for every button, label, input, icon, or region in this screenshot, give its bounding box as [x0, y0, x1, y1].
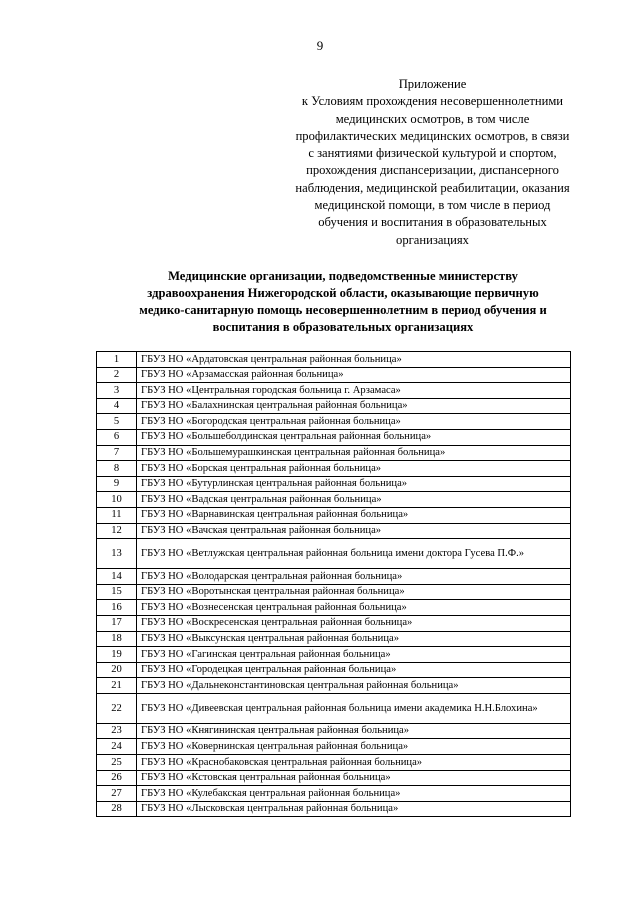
row-number: 26 — [97, 770, 137, 786]
organization-name: ГБУЗ НО «Балахнинская центральная районная больница» — [137, 398, 571, 414]
organization-name: ГБУЗ НО «Арзамасская районная больница» — [137, 367, 571, 383]
row-number: 22 — [97, 693, 137, 723]
table-row — [97, 755, 571, 771]
organization-name: ГБУЗ НО «Гагинская центральная районная больница» — [137, 647, 571, 663]
organization-name: ГБУЗ НО «Воскресенская центральная районная больница» — [137, 615, 571, 631]
row-number: 2 — [97, 367, 137, 383]
row-number: 18 — [97, 631, 137, 647]
title-line: здравоохранения Нижегородской области, оказывающие первичную — [147, 286, 539, 300]
organization-name: ГБУЗ НО «Ардатовская центральная районная больница» — [137, 352, 571, 368]
appendix-line: медицинских осмотров, в том числе — [335, 111, 530, 126]
document-title — [88, 268, 598, 336]
row-number: 25 — [97, 755, 137, 771]
appendix-line: организациях — [396, 232, 469, 247]
table-row — [97, 429, 571, 445]
table-row — [97, 615, 571, 631]
page-number: 9 — [316, 38, 324, 53]
row-number: 16 — [97, 600, 137, 616]
table-row — [97, 693, 571, 723]
table-row — [97, 600, 571, 616]
appendix-line: профилактических медицинских осмотров, в связи — [295, 128, 570, 143]
table-row — [97, 476, 571, 492]
row-number: 19 — [97, 647, 137, 663]
organization-name: ГБУЗ НО «Ковернинская центральная районная больница» — [137, 739, 571, 755]
table-row — [97, 539, 571, 569]
row-number: 24 — [97, 739, 137, 755]
row-number: 7 — [97, 445, 137, 461]
table-row — [97, 584, 571, 600]
table-row — [97, 631, 571, 647]
organization-name: ГБУЗ НО «Городецкая центральная районная больница» — [137, 662, 571, 678]
appendix-line: прохождения диспансеризации, диспансерного — [306, 163, 559, 178]
organization-name: ГБУЗ НО «Кстовская центральная районная больница» — [137, 770, 571, 786]
title-line: Медицинские организации, подведомственные министерству — [168, 269, 518, 283]
organization-name: ГБУЗ НО «Воротынская центральная районная больница» — [137, 584, 571, 600]
table-row — [97, 367, 571, 383]
table-row — [97, 662, 571, 678]
organization-name: ГБУЗ НО «Краснобаковская центральная районная больница» — [137, 755, 571, 771]
appendix-line: Приложение — [398, 77, 467, 91]
organization-name: ГБУЗ НО «Вознесенская центральная районная больница» — [137, 600, 571, 616]
row-number: 1 — [97, 352, 137, 368]
row-number: 27 — [97, 786, 137, 802]
organization-name: ГБУЗ НО «Борская центральная районная больница» — [137, 461, 571, 477]
table-row — [97, 383, 571, 399]
row-number: 17 — [97, 615, 137, 631]
table-row — [97, 507, 571, 523]
organization-name: ГБУЗ НО «Дальнеконстантиновская центральная районная больница» — [137, 678, 571, 694]
row-number: 21 — [97, 678, 137, 694]
appendix-line: с занятиями физической культурой и спортом, — [308, 146, 557, 161]
row-number: 28 — [97, 801, 137, 817]
row-number: 20 — [97, 662, 137, 678]
organization-name: ГБУЗ НО «Вачская центральная районная больница» — [137, 523, 571, 539]
organization-name: ГБУЗ НО «Выксунская центральная районная больница» — [137, 631, 571, 647]
table-row — [97, 678, 571, 694]
row-number: 8 — [97, 461, 137, 477]
organization-name: ГБУЗ НО «Большеболдинская центральная районная больница» — [137, 429, 571, 445]
row-number: 13 — [97, 539, 137, 569]
row-number: 12 — [97, 523, 137, 539]
organization-name: ГБУЗ НО «Вадская центральная районная больница» — [137, 492, 571, 508]
table-row — [97, 398, 571, 414]
table-row — [97, 352, 571, 368]
row-number: 6 — [97, 429, 137, 445]
table-row — [97, 523, 571, 539]
organization-name: ГБУЗ НО «Кулебакская центральная районная больница» — [137, 786, 571, 802]
row-number: 3 — [97, 383, 137, 399]
table-row — [97, 492, 571, 508]
organization-name: ГБУЗ НО «Дивеевская центральная районная больница имени академика Н.Н.Блохина» — [137, 693, 571, 723]
title-line: воспитания в образовательных организациях — [212, 320, 474, 334]
organization-name: ГБУЗ НО «Богородская центральная районная больница» — [137, 414, 571, 430]
appendix-header — [255, 76, 610, 249]
row-number: 14 — [97, 569, 137, 585]
table-row — [97, 801, 571, 817]
appendix-line: наблюдения, медицинской реабилитации, оказания — [295, 180, 570, 195]
row-number: 10 — [97, 492, 137, 508]
row-number: 9 — [97, 476, 137, 492]
table-row — [97, 723, 571, 739]
organization-name: ГБУЗ НО «Княгининская центральная районная больница» — [137, 723, 571, 739]
table-row — [97, 786, 571, 802]
table-row — [97, 445, 571, 461]
title-line: медико-санитарную помощь несовершеннолетним в период обучения и — [139, 303, 547, 317]
organization-name: ГБУЗ НО «Лысковская центральная районная больница» — [137, 801, 571, 817]
row-number: 15 — [97, 584, 137, 600]
table-row — [97, 461, 571, 477]
table-row — [97, 739, 571, 755]
table-row — [97, 569, 571, 585]
organization-name: ГБУЗ НО «Большемурашкинская центральная районная больница» — [137, 445, 571, 461]
row-number: 23 — [97, 723, 137, 739]
organizations-table — [96, 351, 571, 817]
organization-name: ГБУЗ НО «Володарская центральная районная больница» — [137, 569, 571, 585]
appendix-line: к Условиям прохождения несовершеннолетними — [301, 94, 564, 109]
row-number: 4 — [97, 398, 137, 414]
organization-name: ГБУЗ НО «Бутурлинская центральная районная больница» — [137, 476, 571, 492]
row-number: 5 — [97, 414, 137, 430]
organization-name: ГБУЗ НО «Варнавинская центральная районная больница» — [137, 507, 571, 523]
appendix-line: обучения и воспитания в образовательных — [318, 215, 547, 230]
table-row — [97, 414, 571, 430]
organization-name: ГБУЗ НО «Ветлужская центральная районная больница имени доктора Гусева П.Ф.» — [137, 539, 571, 569]
table-row — [97, 770, 571, 786]
table-row — [97, 647, 571, 663]
row-number: 11 — [97, 507, 137, 523]
appendix-line: медицинской помощи, в том числе в период — [314, 198, 551, 213]
organization-name: ГБУЗ НО «Центральная городская больница г. Арзамаса» — [137, 383, 571, 399]
